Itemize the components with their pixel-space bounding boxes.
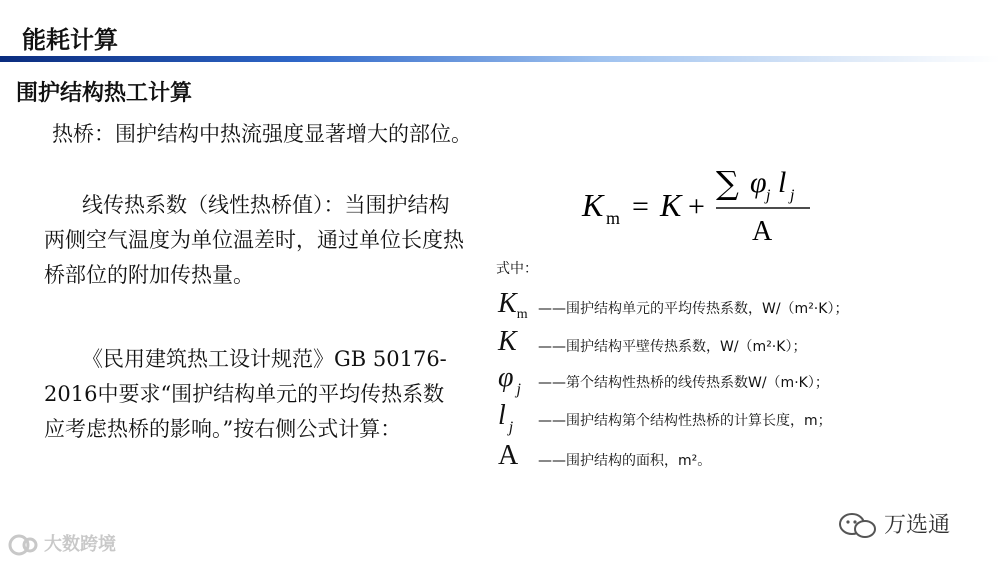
average-transmittance-formula xyxy=(580,158,820,248)
legend-heading: 式中： xyxy=(496,261,538,277)
chat-bubbles-icon xyxy=(838,512,878,540)
legend-description: ——围护结构第个结构性热桥的计算长度，m； xyxy=(538,413,832,429)
formula-l-sub: j xyxy=(790,187,795,204)
linear-transmittance-paragraph xyxy=(44,188,464,293)
formula-sum: ∑ xyxy=(716,164,739,202)
legend-symbol: A xyxy=(498,440,519,471)
formula-lhs-k: K xyxy=(582,187,604,223)
formula-k: K xyxy=(660,187,682,223)
watermark-left xyxy=(8,530,116,556)
formula-phi: φ xyxy=(750,166,767,199)
page-title: 能耗计算 xyxy=(22,26,118,54)
section-title: 围护结构热工计算 xyxy=(16,81,193,106)
legend-description: ——围护结构的面积，m²。 xyxy=(538,453,712,469)
legend-symbol: l $_j$ xyxy=(498,400,514,436)
legend-description: ——围护结构单元的平均传热系数，W/（m²·K）； xyxy=(538,301,849,317)
formula-equals: = xyxy=(632,190,649,223)
thermal-bridge-definition: 热桥：围护结构中热流强度显著增大的部位。 xyxy=(52,122,472,146)
legend-item-km xyxy=(498,288,998,322)
legend-item-a xyxy=(498,440,998,474)
legend-symbol: K xyxy=(498,326,517,357)
formula-l: l xyxy=(778,166,787,199)
legend-symbol: $K_m$ xyxy=(498,288,528,322)
legend-description: ——围护结构平壁传热系数，W/（m²·K）； xyxy=(538,339,807,355)
code-requirement-paragraph xyxy=(44,342,464,447)
legend-description: ——第个结构性热桥的线传热系数W/（m·K）； xyxy=(538,375,829,391)
title-divider xyxy=(0,56,1000,62)
formula-lhs-sub: m xyxy=(606,208,621,228)
watermark-right-text: 万选通 xyxy=(884,513,951,538)
formula-plus: + xyxy=(688,190,705,223)
watermark-right xyxy=(838,508,950,540)
legend-item-l xyxy=(498,400,998,434)
legend-item-phi xyxy=(498,362,998,396)
watermark-left-text: 大数跨境 xyxy=(44,534,116,555)
formula-denominator: A xyxy=(752,216,773,247)
formula-phi-sub: j xyxy=(766,187,771,204)
linear-transmittance-text: 线传热系数（线性热桥值）：当围护结构两侧空气温度为单位温差时，通过单位长度热桥部位的附加传热量。 xyxy=(44,193,464,287)
code-requirement-text: 《民用建筑热工设计规范》GB 50176-2016中要求“围护结构单元的平均传热系数应考虑热桥的影响。”按右侧公式计算： xyxy=(44,347,447,441)
legend-item-k xyxy=(498,326,998,360)
brand-logo-icon xyxy=(8,534,38,556)
legend-symbol: φ $_j$ xyxy=(498,362,521,398)
